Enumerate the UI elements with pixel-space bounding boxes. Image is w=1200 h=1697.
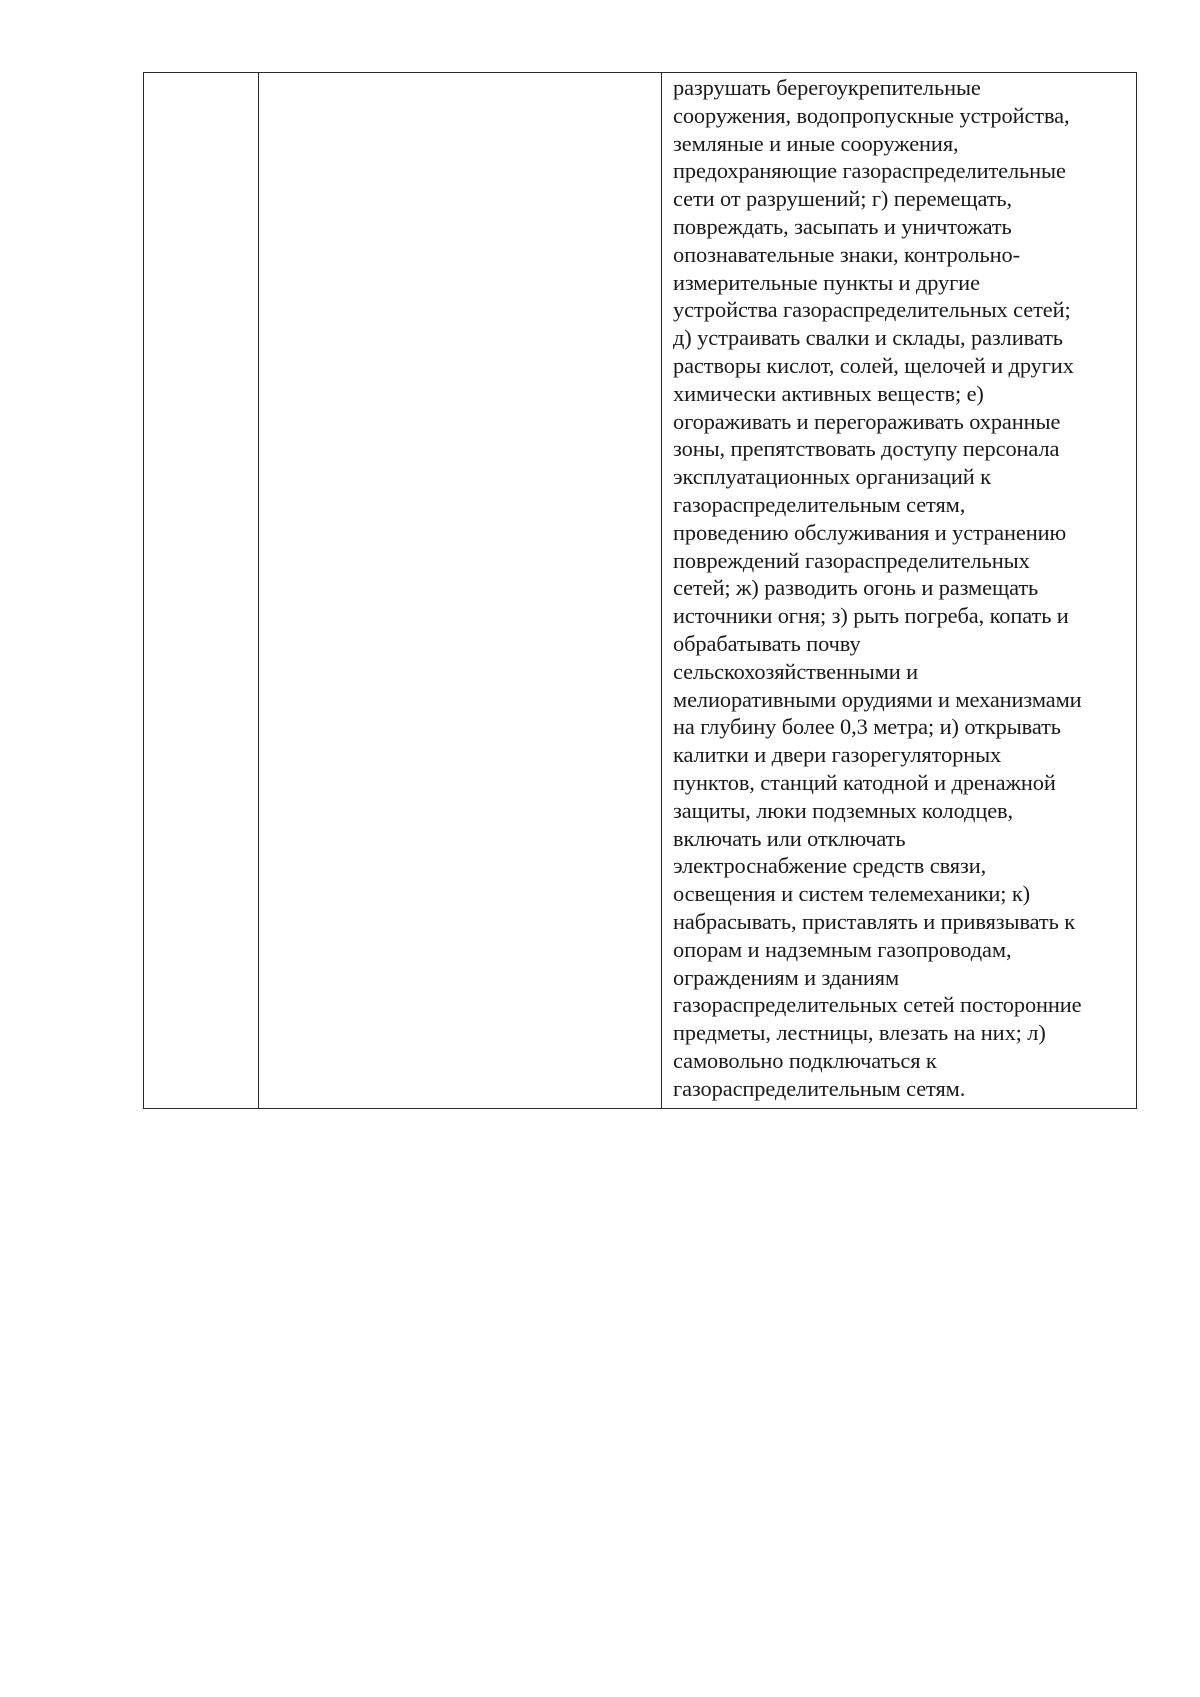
text-line: освещения и систем телемеханики; к) [673, 881, 1031, 907]
table-cell-description [259, 73, 662, 1109]
text-line: измерительные пункты и другие [673, 269, 980, 295]
table-row [144, 73, 1137, 1109]
table-cell-prohibitions [662, 73, 1137, 1109]
text-line: электроснабжение средств связи, [673, 853, 987, 879]
text-line: зоны, препятствовать доступу персонала [673, 436, 1060, 462]
text-line: калитки и двери газорегуляторных [673, 742, 1002, 768]
text-line: растворы кислот, солей, щелочей и других [673, 352, 1074, 378]
text-line: огораживать и перегораживать охранные [673, 408, 1061, 434]
text-line: газораспределительных сетей посторонние [673, 992, 1082, 1018]
text-line: повреждать, засыпать и уничтожать [673, 213, 1012, 239]
text-line: земляные и иные сооружения, [673, 130, 959, 156]
text-line: предметы, лестницы, влезать на них; л) [673, 1020, 1046, 1046]
text-line: сельскохозяйственными и [673, 658, 919, 684]
text-line: д) устраивать свалки и склады, разливать [673, 325, 1063, 351]
text-line: опознавательные знаки, контрольно- [673, 241, 1020, 267]
text-line: устройства газораспределительных сетей; [673, 297, 1071, 323]
text-line: включать или отключать [673, 825, 906, 851]
text-line: источники огня; з) рыть погреба, копать и [673, 603, 1069, 629]
text-line: газораспределительным сетям, [673, 491, 966, 517]
regulation-table [143, 72, 1137, 1109]
text-line: разрушать берегоукрепительные [673, 75, 981, 100]
text-line: пунктов, станций катодной и дренажной [673, 769, 1056, 795]
text-line: ограждениям и зданиям [673, 964, 900, 990]
text-line: мелиоративными орудиями и механизмами [673, 686, 1082, 712]
prohibitions-text [662, 73, 1136, 1106]
text-line: на глубину более 0,3 метра; и) открывать [673, 714, 1061, 740]
text-line: предохраняющие газораспределительные [673, 158, 1066, 184]
text-line: газораспределительным сетям. [673, 1075, 966, 1101]
text-line: химически активных веществ; е) [673, 380, 984, 406]
text-line: набрасывать, приставлять и привязывать к [673, 908, 1076, 934]
text-line: повреждений газораспределительных [673, 547, 1030, 573]
text-line: самовольно подключаться к [673, 1047, 937, 1073]
text-line: сооружения, водопропускные устройства, [673, 102, 1070, 128]
text-line: сетей; ж) разводить огонь и размещать [673, 575, 1039, 601]
text-line: опорам и надземным газопроводам, [673, 936, 1012, 962]
text-line: обрабатывать почву [673, 630, 861, 656]
text-line: защиты, люки подземных колодцев, [673, 797, 1014, 823]
table-cell-number [144, 73, 259, 1109]
text-line: эксплуатационных организаций к [673, 464, 991, 490]
text-line: сети от разрушений; г) перемещать, [673, 186, 1013, 212]
text-line: проведению обслуживания и устранению [673, 519, 1067, 545]
